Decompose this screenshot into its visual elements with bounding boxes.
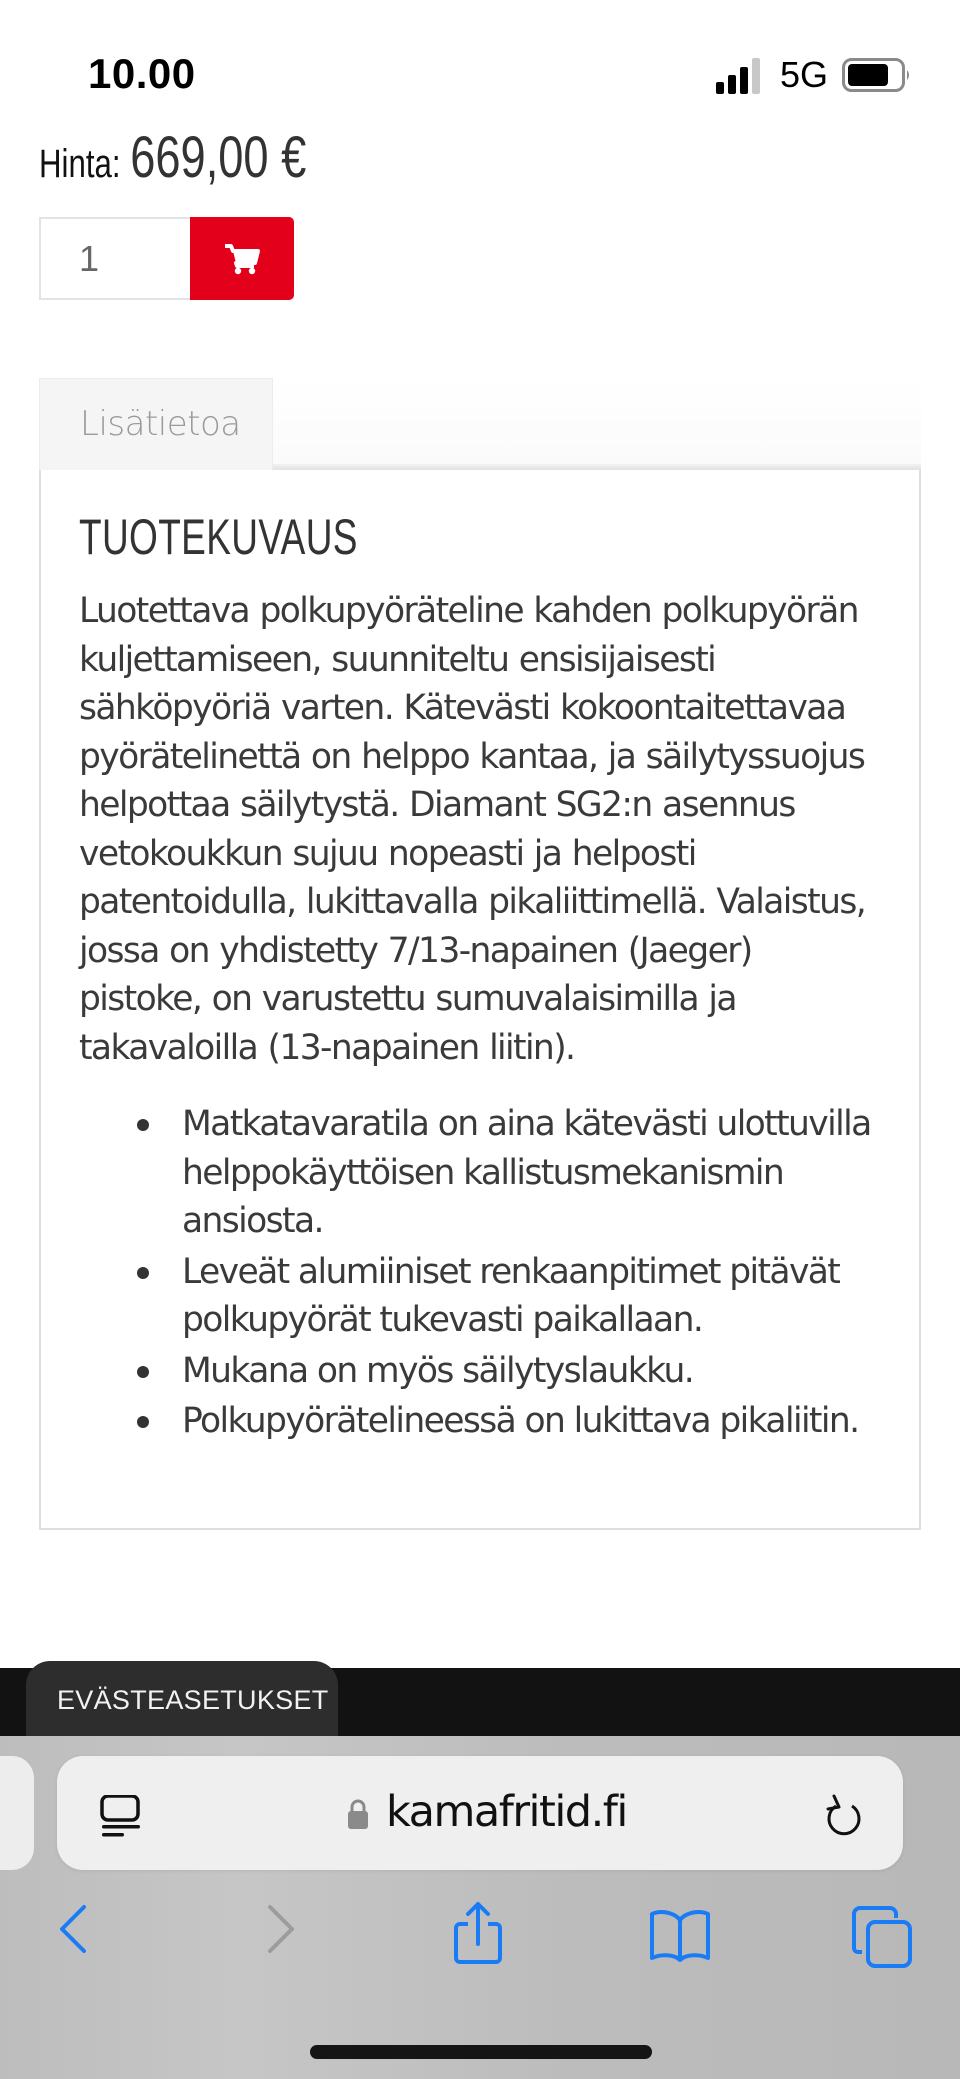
bullet-icon <box>137 1416 149 1428</box>
description-line: kuljettamiseen, suunniteltu ensisijaisesti <box>79 639 716 680</box>
cookie-settings-label[interactable]: EVÄSTEASETUKSET <box>57 1685 329 1715</box>
feature-list <box>79 1100 919 1448</box>
description-paragraph <box>79 587 899 1072</box>
description-line: jossa on yhdistetty 7/13-napainen (Jaeger) <box>79 930 752 971</box>
network-type: 5G <box>780 54 829 95</box>
description-line: helpottaa säilytystä. Diamant SG2:n asennus <box>79 785 795 825</box>
chevron-left-icon[interactable] <box>56 1903 92 1955</box>
reader-mode-icon[interactable] <box>100 1795 142 1837</box>
feature-item <box>79 1397 919 1446</box>
add-to-cart-button[interactable] <box>190 217 294 300</box>
battery-icon <box>842 58 912 92</box>
price-label: Hinta: <box>39 142 121 186</box>
description-title: TUOTEKUVAUS <box>79 509 358 565</box>
description-line: sähköpyöriä varten. Kätevästi kokoontaitettavaa <box>79 688 846 728</box>
feature-line: ansiosta. <box>182 1201 323 1241</box>
price-row <box>39 124 306 191</box>
share-icon[interactable] <box>452 1900 504 1966</box>
chevron-right-icon[interactable] <box>262 1903 298 1955</box>
feature-line: Mukana on myös säilytyslaukku. <box>182 1350 694 1391</box>
feature-line: Matkatavaratila on aina kätevästi ulottuvilla <box>182 1104 871 1144</box>
feature-line: Polkupyörätelineessä on lukittava pikaliitin. <box>182 1401 859 1441</box>
description-line: patentoidulla, lukittavalla pikaliittimellä. Valaistus, <box>79 882 866 922</box>
quantity-input[interactable] <box>39 217 191 300</box>
previous-tab-preview[interactable] <box>0 1756 34 1870</box>
home-indicator <box>310 2045 652 2059</box>
description-line: pyörätelinettä on helppo kantaa, ja säilytyssuojus <box>79 736 865 777</box>
lock-icon <box>347 1798 369 1830</box>
feature-item <box>79 1100 919 1246</box>
tab-lisatietoa[interactable]: Lisätietoa <box>39 378 273 470</box>
description-line: Luotettava polkupyöräteline kahden polkupyörän <box>79 591 858 631</box>
feature-line: polkupyörät tukevasti paikallaan. <box>182 1300 703 1340</box>
reload-icon[interactable] <box>822 1792 864 1842</box>
feature-item <box>79 1248 919 1345</box>
bullet-icon <box>137 1366 149 1378</box>
feature-item <box>79 1347 919 1396</box>
status-time: 10.00 <box>88 50 196 97</box>
price-value: 669,00 € <box>130 125 307 190</box>
feature-line: Leveät alumiiniset renkaanpitimet pitävät <box>182 1251 840 1292</box>
description-line: takavaloilla (13-napainen liitin). <box>79 1027 575 1068</box>
tabs-icon[interactable] <box>852 1906 914 1968</box>
description-line: vetokoukkun sujuu nopeasti ja helposti <box>79 833 696 874</box>
book-icon[interactable] <box>648 1908 712 1962</box>
feature-line: helppokäyttöisen kallistusmekanismin <box>182 1152 784 1193</box>
bullet-icon <box>137 1119 149 1131</box>
shopping-cart-icon <box>224 243 260 275</box>
bullet-icon <box>137 1267 149 1279</box>
description-line: pistoke, on varustettu sumuvalaisimilla ja <box>79 979 736 1019</box>
url-text[interactable]: kamafritid.fi <box>386 1787 627 1837</box>
cellular-signal-icon <box>716 58 766 94</box>
